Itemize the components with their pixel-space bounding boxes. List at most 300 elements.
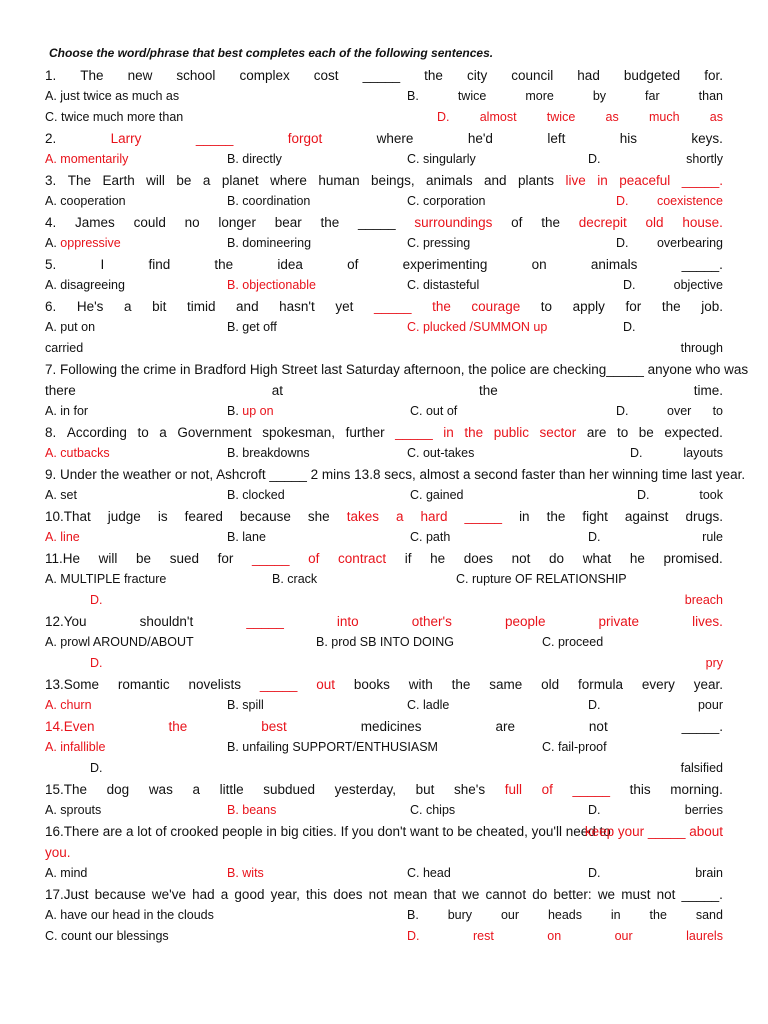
word: he [430,551,446,566]
word: of [308,551,320,566]
word: time. [693,383,723,398]
option-d: layouts [683,446,723,460]
word: not [511,551,531,566]
word: no [184,215,200,230]
word: promised. [663,551,723,566]
word: 12.You [45,614,87,629]
option-d-answer: breach [684,593,723,607]
word: 5. [45,257,57,272]
word: do [549,551,565,566]
option-d-letter: D. [588,152,601,166]
word: but [415,782,435,797]
word: the [168,719,188,734]
option-d: took [699,488,723,502]
blank: _____. [681,173,723,188]
option-c-answer: C. plucked /SUMMON up [407,320,548,334]
word: new [127,68,153,83]
word: 4. [45,215,57,230]
word: be [176,173,192,188]
word: the [541,215,560,230]
word: this [306,887,328,902]
option-a: A. just twice as much as [45,89,180,103]
word: year, [270,887,300,902]
option-d: berries [684,803,723,817]
word: 15.The [45,782,88,797]
word: must [621,887,651,902]
word: shouldn't [139,614,194,629]
word: his [619,131,638,146]
blank: _____ [195,131,234,146]
option-d-letter: D. [616,236,629,250]
option-b-answer: B. wits [227,866,264,880]
word: medicines [360,719,422,734]
word: a [202,173,211,188]
option-a: A. disagreeing [45,278,125,292]
question-text: 16.There are a lot of crooked people in big cities. If you don't want to be cheated, you'll need to [45,824,611,839]
options-row [45,233,723,254]
word: council [511,68,554,83]
option-b: B. domineering [227,236,312,250]
word: full [504,782,522,797]
word: not [656,887,676,902]
question-6 [45,296,723,317]
word: best [261,719,287,734]
word: far [645,89,660,103]
question-16 [45,821,723,842]
word: 3. [45,173,57,188]
word: be [638,425,654,440]
option-d-letter: D. [90,593,103,607]
option-c: C. out-takes [407,446,475,460]
word: will [98,551,118,566]
word: the [661,299,681,314]
word: idea [277,257,303,272]
options-row [45,695,723,716]
option-b: B. crack [272,572,318,586]
option-c: C. singularly [407,152,476,166]
option-d-letter: D. [90,656,103,670]
options-row [45,86,723,107]
option-c: C. count our blessings [45,929,169,943]
word: than [698,89,723,103]
word: fight [582,509,608,524]
option-c: C. out of [410,404,458,418]
option-a-answer: A. line [45,530,80,544]
word: to [540,299,553,314]
option-d-letter: D. [588,803,601,817]
option-d-letter: D. [623,320,636,334]
word: feared [184,509,223,524]
blank: _____ [373,299,412,314]
option-b [407,905,723,926]
question-3 [45,170,723,191]
option-d-letter: D. [588,866,601,880]
options-row [45,485,723,506]
option-d-answer [437,107,723,128]
blank: _____ [395,425,433,440]
word: where [376,131,414,146]
word: the [451,677,471,692]
worksheet [45,46,749,947]
word: laurels [686,929,723,943]
option-d-letter: D. [616,404,629,418]
word: our [500,908,520,922]
option-a: A. have our head in the clouds [45,908,214,922]
word: beings, [371,173,415,188]
word: 10.That [45,509,91,524]
options-row [45,275,723,296]
option-letter: B. [407,908,419,922]
option-b: B. clocked [227,488,285,502]
word: the [432,299,451,314]
option-b [407,86,723,107]
word: planet [221,173,259,188]
word: Larry [110,131,142,146]
word: yesterday, [334,782,396,797]
word: The [80,68,104,83]
word: little [219,782,244,797]
word: every [641,677,675,692]
word: hard [420,509,448,524]
word: as [605,110,619,124]
word: we've [151,887,186,902]
word: on [531,257,547,272]
word: the [214,257,234,272]
word: he [629,551,645,566]
word: house. [682,215,723,230]
word: not [588,719,608,734]
word: decrepit [578,215,627,230]
option-c: C. head [407,866,451,880]
option-b-answer: B. objectionable [227,278,316,292]
option-a-answer: A. infallible [45,740,106,754]
option-d: pour [697,698,723,712]
word: is [157,509,168,524]
word: James [75,215,115,230]
word: old [541,677,560,692]
option-b: B. coordination [227,194,311,208]
word: yet [335,299,354,314]
word: people [504,614,546,629]
word: surroundings [414,215,493,230]
blank: _____ [246,614,284,629]
option-c: C. distasteful [407,278,480,292]
word: 14.Even [45,719,95,734]
option-a: A. in for [45,404,89,418]
option-d-cont: to [712,404,723,418]
word: out [316,677,336,692]
option-a-letter [45,233,121,254]
word: I [100,257,105,272]
word: a [220,887,229,902]
word: much [648,110,680,124]
word: the [478,383,498,398]
word: to [616,425,629,440]
word: courage [471,299,521,314]
option-c: C. pressing [407,236,471,250]
word: a [124,299,132,314]
word: as [709,110,723,124]
word: 6. [45,299,57,314]
word: city [466,68,488,83]
word: cost [313,68,339,83]
word: formula [577,677,623,692]
word: at [271,383,284,398]
word: takes [346,509,379,524]
word: for [625,299,642,314]
word: sand [695,908,723,922]
option-b: B. directly [227,152,282,166]
word: in [519,509,530,524]
word: are [495,719,515,734]
word: dog [106,782,130,797]
word: books [353,677,390,692]
word: mean [393,887,428,902]
option-d-cont: through [680,341,723,355]
option-d-letter: D. [623,278,636,292]
word: does [333,887,363,902]
word: sector [539,425,577,440]
option-a: A. put on [45,320,96,334]
word: forgot [287,131,323,146]
option-d-letter: D. [616,194,629,208]
word: because [239,509,291,524]
options-row [45,905,723,926]
word: on [547,929,562,943]
options-row [45,758,723,779]
blank: _____ [358,215,396,230]
word: better: [553,887,592,902]
word: the [464,425,484,440]
option-b-answer: up on [242,404,274,418]
options-row [45,527,723,548]
option-d-letter: D. [588,698,601,712]
option-letter: D. [437,110,450,124]
word: our [614,929,633,943]
word: same [489,677,523,692]
word: 8. [45,425,57,440]
option-c: C. twice much more than [45,110,184,124]
option-b: B. breakdowns [227,446,310,460]
question-7: 7. Following the crime in Bradford High Street last Saturday afternoon, the police are checking_____ anyone who was [45,362,749,377]
option-a: A. sprouts [45,803,102,817]
word: judge [107,509,141,524]
question-8 [45,422,723,443]
blank: _____ [464,509,503,524]
option-a: A. mind [45,866,88,880]
word: live [565,173,586,188]
word: and [236,299,259,314]
word: complex [239,68,290,83]
question-11 [45,548,723,569]
instruction: Choose the word/phrase that best completes each of the following sentences. [49,46,494,60]
word: morning. [670,782,723,797]
option-c: C. path [410,530,451,544]
option-d: carried [45,341,84,355]
option-d: shortly [686,152,723,166]
option-d: objective [673,278,723,292]
word: experimenting [402,257,488,272]
word: timid [186,299,216,314]
word: other's [411,614,452,629]
word: romantic [117,677,170,692]
word: twice [546,110,576,124]
option-letter: A. [45,236,57,250]
word: the [320,215,340,230]
option-d-answer [407,926,723,947]
blank: _____ [259,677,298,692]
word: we [597,887,616,902]
word: According [66,425,127,440]
option-a-answer: A. cutbacks [45,446,110,460]
options-row [45,569,723,590]
options-row [45,737,723,758]
word: she [307,509,330,524]
word: good [234,887,265,902]
word: public [493,425,529,440]
option-d-answer: pry [705,656,723,670]
option-d-letter: D. [588,530,601,544]
option-d-letter: D. [630,446,643,460]
options-row [45,149,723,170]
word: rest [472,929,494,943]
word: had [192,887,215,902]
word: twice [457,89,487,103]
word: the [649,908,667,922]
word: had [577,68,600,83]
word: was [148,782,173,797]
option-b: B. unfailing SUPPORT/ENTHUSIASM [227,740,438,754]
question-1 [45,65,723,86]
question-14 [45,716,723,737]
word: 13.Some [45,677,100,692]
word: school [176,68,216,83]
word: bear [274,215,302,230]
word: a [192,782,200,797]
word: The [67,173,91,188]
option-c: C. rupture OF RELATIONSHIP [456,572,627,586]
word: the [424,68,443,83]
word: the [546,509,566,524]
word: does [463,551,494,566]
blank: _____. [681,257,723,272]
option-a-answer: oppressive [60,236,121,250]
word: find [148,257,171,272]
word: do [532,887,548,902]
word: 11.He [45,551,81,566]
option-b-answer: B. beans [227,803,277,817]
options-row [45,653,723,674]
word: with [408,677,433,692]
word: he'd [467,131,493,146]
word: of [347,257,359,272]
word: in [610,908,621,922]
word: 1. [45,68,57,83]
word: more [525,89,554,103]
question-17 [45,884,723,905]
word: peaceful [619,173,671,188]
word: and [484,173,507,188]
option-c: C. gained [410,488,464,502]
option-a: A. MULTIPLE fracture [45,572,167,586]
word: plants [518,173,555,188]
word: where [270,173,307,188]
word: against [624,509,669,524]
option-letter: D. [407,929,420,943]
word: by [592,89,607,103]
option-c: C. fail-proof [542,740,607,754]
word: that [433,887,456,902]
word: this [629,782,651,797]
word: keys. [691,131,723,146]
word: drugs. [685,509,723,524]
word: subdued [263,782,316,797]
option-b: B. get off [227,320,277,334]
word: bury [447,908,473,922]
option-a: A. prowl AROUND/ABOUT [45,635,194,649]
option-c: C. ladle [407,698,450,712]
options-row [45,338,723,359]
option-d: overbearing [656,236,723,250]
options-row [45,926,723,947]
word: a [395,509,404,524]
option-d: rule [702,530,723,544]
word: into [336,614,359,629]
option-a: A. cooperation [45,194,126,208]
word: heads [547,908,582,922]
blank: _____ [572,782,611,797]
word: novelists [188,677,242,692]
option-d: over [667,404,692,418]
word: to [137,425,149,440]
options-row [45,401,723,422]
word: sued [169,551,199,566]
option-d-letter: D. [90,761,103,775]
word: 17.Just [45,887,89,902]
word: animals [590,257,638,272]
word: cannot [485,887,527,902]
question-2 [45,128,723,149]
word: budgeted [623,68,681,83]
blank: _____. [681,887,723,902]
word: for. [704,68,723,83]
highlight: keep your _____ about [584,824,723,839]
word: private [598,614,640,629]
word: there [45,383,76,398]
blank: _____ [362,68,401,83]
word: of [541,782,553,797]
option-d-letter: D. [637,488,650,502]
options-row [45,863,723,884]
option-a-answer: A. churn [45,698,92,712]
option-d-answer: coexistence [656,194,723,208]
word: could [133,215,166,230]
options-row [45,443,723,464]
word: expected. [664,425,723,440]
options-row [45,191,723,212]
option-c: C. corporation [407,194,486,208]
question-9: 9. Under the weather or not, Ashcroft _____ 2 mins 13.8 secs, almost a second faster than her winning time last year. [45,467,746,482]
word: Earth [102,173,135,188]
word: He's [76,299,104,314]
option-d: falsified [680,761,723,775]
word: contract [338,551,387,566]
word: because [94,887,146,902]
question-5 [45,254,723,275]
word: she's [453,782,486,797]
word: for [217,551,234,566]
options-row [45,107,723,128]
